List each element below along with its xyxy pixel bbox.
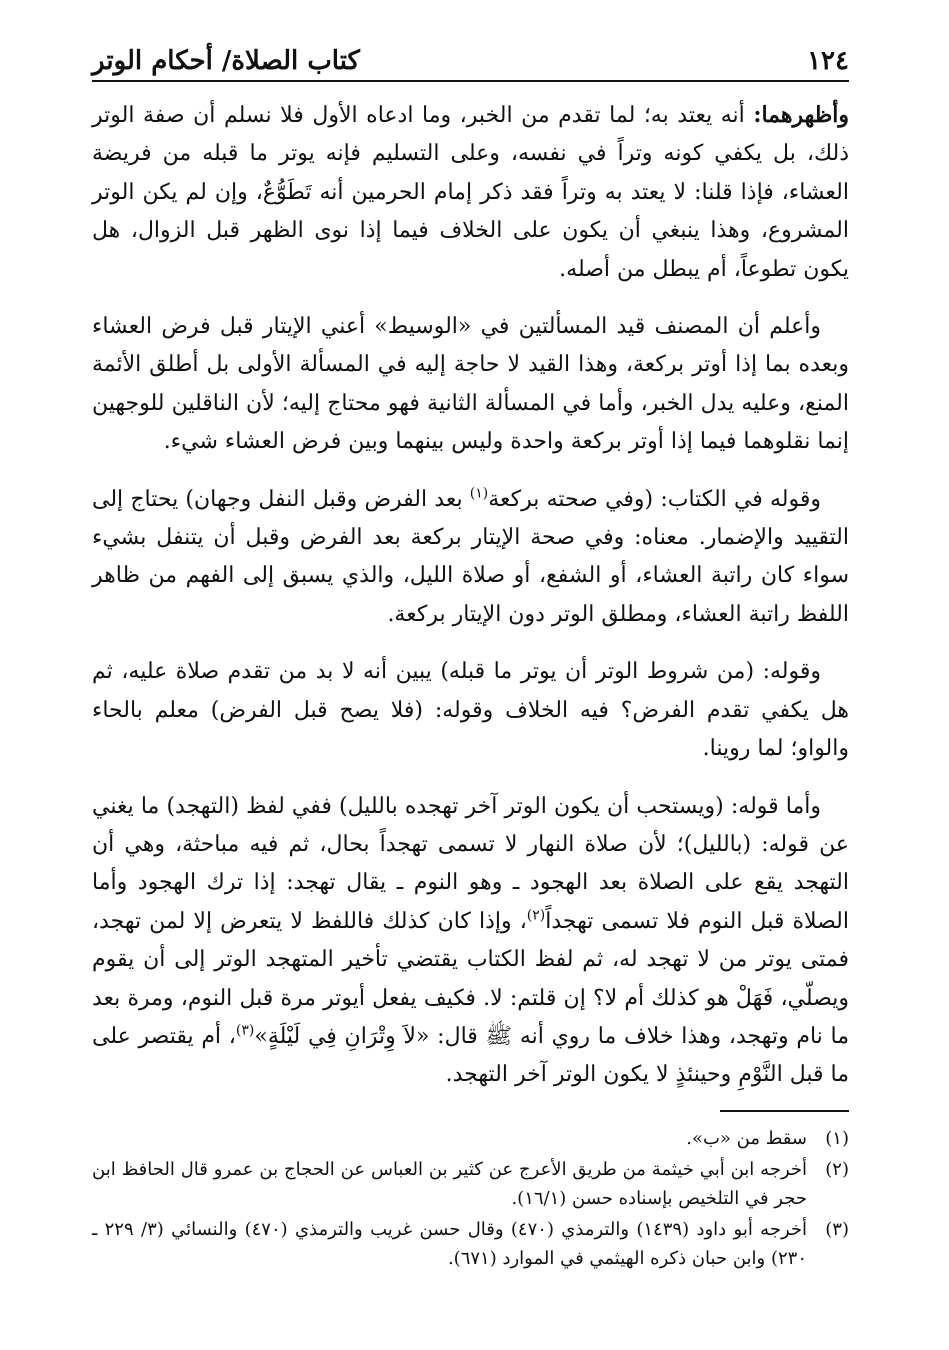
paragraph-text: ، وإذا كان كذلك فاللفظ لا يتعرض إلا لمن تهجد، فمتى يوتر من لا تهجد له، ثم لفظ الكتاب يقتضي تأخير المتهجد الوتر إلى أن يقوم ويصلّي، فَهَلْ هو كذلك أم لا؟ إن قلتم: لا. فكيف يفعل أيوتر مرة قبل النوم، ومرة بعد ما نام وتهجد، وهذا خلاف ما روي أنه ﷺ قال: «لاَ وِتْرَانِ فِي لَيْلَةٍ» — [92, 908, 850, 1049]
footnote-3 — [92, 1215, 849, 1273]
paragraph-text: بعد الفرض وقبل النفل وجهان) يحتاج إلى التقييد والإضمار. معناه: وفي صحة الإيتار بركعة بعد الفرض وقبل أن يتنفل بشيء سواء كان راتبة العشاء، أو الشفع، أو صلاة الليل، والذي يسبق إلى الفهم من ظاهر اللفظ راتبة العشاء، ومطلق الوتر دون الإيتار بركعة. — [92, 486, 849, 627]
footnote-1 — [92, 1124, 849, 1153]
footnote-text: سقط من «ب». — [686, 1128, 807, 1149]
main-text — [92, 96, 849, 1114]
paragraph-text: أنه يعتد به؛ لما تقدم من الخبر، وما ادعاه الأول فلا نسلم أن صفة الوتر ذلك، بل يكفي كونه وتراً في نفسه، وعلى التسليم فإنه يوتر ما قبله من فريضة العشاء، فإذا قلنا: لا يعتد به وتراً فقد ذكر إمام الحرمين أنه تَطَوُّعٌ، وإن لم يكن الوتر المشروع، وهذا ينبغي أن يكون على الخلاف فيما إذا نوى الظهر قبل الزوال، هل يكون تطوعاً، أم يبطل من أصله. — [92, 103, 850, 282]
footnote-number: (١) — [825, 1128, 849, 1149]
paragraph-5 — [92, 788, 849, 1095]
footnote-number: (٢) — [825, 1159, 849, 1180]
paragraph-1 — [92, 96, 849, 289]
footnote-2 — [92, 1155, 849, 1213]
paragraph-text: ، أم يقتصر على ما قبل النَّوْمِ وحينئذٍ لا يكون الوتر آخر التهجد. — [92, 1023, 849, 1088]
paragraph-text: وأعلم أن المصنف قيد المسألتين في «الوسيط» أعني الإيتار قبل فرض العشاء وبعده بما إذا أوتر بركعة، وهذا القيد لا حاجة إليه في المسألة الأولى بل أطلق الأئمة المنع، وعليه يدل الخبر، وأما في المسألة الثانية فهو محتاج إليه؛ لأن الناقلين للوجهين إنما نقلوهما فيما إذا أوتر بركعة واحدة وليس بينهما وبين فرض العشاء شيء. — [92, 314, 849, 455]
paragraph-lead: وأظهرهما: — [753, 102, 849, 128]
paragraph-text: وأما قوله: (ويستحب أن يكون الوتر آخر تهجده بالليل) ففي لفظ (التهجد) ما يغني عن قوله: (بالليل)؛ لأن صلاة النهار لا تسمى تهجداً بحال، ثم فيه مباحثة، وهي أن التهجد يقع على الصلاة بعد الهجود ـ وهو النوم ـ يقال تهجد: إذا ترك الهجود وأما الصلاة قبل النوم فلا تسمى تهجداً — [92, 793, 849, 934]
header-rule — [92, 80, 849, 82]
footnote-text: أخرجه أبو داود (١٤٣٩) والترمذي (٤٧٠) وقال حسن غريب والترمذي (٤٧٠) والنسائي (٣/ ٢٢٩ ـ ٢٣٠) وابن حبان ذكره الهيثمي في الموارد (٦٧١). — [92, 1219, 808, 1269]
footnotes — [92, 1124, 849, 1275]
paragraph-text: وقوله: (من شروط الوتر أن يوتر ما قبله) يبين أنه لا بد من تقدم صلاة عليه، ثم هل يكفي تقدم الفرض؟ فيه الخلاف وقوله: (فلا يصح قبل الفرض) معلم بالحاء والواو؛ لما روينا. — [92, 659, 849, 762]
footnote-ref-2[interactable]: (٢) — [526, 907, 546, 924]
footnote-number: (٣) — [825, 1219, 849, 1240]
paragraph-text: وقوله في الكتاب: (وفي صحته بركعة — [488, 486, 821, 512]
running-title: كتاب الصلاة/ أحكام الوتر — [92, 46, 360, 76]
paragraph-4 — [92, 653, 849, 768]
footnote-ref-1[interactable]: (١) — [469, 485, 489, 502]
footnote-text: أخرجه ابن أبي خيثمة من طريق الأعرج عن كثير بن العباس عن الحجاج بن عمرو قال الحافظ ابن حجر في التلخيص بإسناده حسن (١٦/١). — [92, 1159, 807, 1209]
page-number: ١٢٤ — [807, 46, 849, 76]
page-header — [92, 36, 849, 76]
footnote-separator — [720, 1110, 849, 1112]
paragraph-3 — [92, 481, 849, 635]
paragraph-2 — [92, 308, 849, 462]
footnote-ref-3[interactable]: (٣) — [235, 1022, 255, 1039]
